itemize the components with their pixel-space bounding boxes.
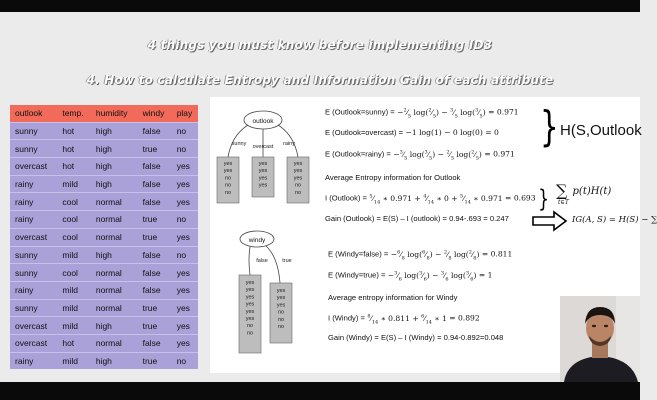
eq-gain-windy: Gain (Windy) = E(S) – I (Windy) = 0.94-0.892=0.048 — [328, 333, 504, 342]
table-cell: high — [91, 352, 138, 369]
eq-entropy-windy-true-lhs: E (Windy=true) = — [328, 270, 386, 280]
leaf-class-label: yes — [245, 280, 255, 286]
column-header: temp. — [57, 105, 91, 122]
leaf-class-label: yes — [293, 161, 303, 167]
eq-entropy-windy-false-expr: $-^6⁄_8$ $\log(^6⁄_8)$ − $^2⁄_8$ $\log(^2⁄_8)$ — [390, 249, 482, 262]
leaf-class-label: no — [277, 316, 285, 323]
slide-subtitle: 4. How to calculate Entropy and Information Gain of each attribute — [86, 73, 554, 87]
table-cell: false — [138, 281, 172, 299]
table-cell: hot — [57, 122, 91, 140]
table-row — [10, 228, 198, 246]
table-cell: true — [138, 317, 172, 335]
leaf-class-label: no — [294, 182, 302, 189]
leaf-class-label: yes — [293, 175, 303, 182]
leaf-class-label: yes — [223, 168, 233, 175]
leaf-class-label: no — [277, 309, 285, 316]
table-cell: rainy — [10, 281, 57, 299]
table-cell: false — [138, 334, 172, 352]
table-cell: false — [138, 122, 172, 140]
table-cell: high — [91, 175, 138, 193]
table-row — [10, 193, 198, 211]
eq-entropy-overcast — [325, 128, 499, 137]
table-cell: true — [138, 211, 172, 229]
column-header: humidity — [91, 105, 138, 122]
table-cell: rainy — [10, 352, 57, 369]
info-outlook-brace: } — [538, 185, 549, 213]
table-cell: overcast — [10, 158, 57, 176]
right-arrow-icon — [532, 211, 568, 231]
leaf-class-label: no — [246, 323, 254, 330]
weather-data-table — [10, 105, 198, 369]
outlook-branch-sunny: sunny — [231, 141, 247, 147]
windy-tree-diagram — [220, 227, 320, 367]
table-cell: no — [172, 211, 198, 229]
eq-info-windy-lhs: I (Windy) = — [328, 313, 365, 323]
table-cell: rainy — [10, 175, 57, 193]
table-cell: normal — [91, 228, 138, 246]
top-letterbox — [0, 0, 640, 12]
table-cell: mild — [57, 246, 91, 264]
table-cell: true — [138, 228, 172, 246]
table-cell: rainy — [10, 211, 57, 229]
table-cell: sunny — [10, 264, 57, 282]
leaf-class-label: no — [224, 189, 232, 196]
table-cell: high — [91, 317, 138, 335]
table-cell: no — [172, 122, 198, 140]
leaf-class-label: no — [294, 189, 302, 196]
table-cell: cool — [57, 211, 91, 229]
table-cell: normal — [91, 334, 138, 352]
eq-entropy-overcast-lhs: E (Outlook=overcast) = — [325, 128, 404, 137]
table-cell: yes — [172, 299, 198, 317]
table-row — [10, 175, 198, 193]
eq-info-windy-expr: $^8⁄_{14}$ ∗ $0.811 + ^6⁄_{14}$ ∗ 1 — [367, 313, 450, 326]
slide-title: 4 things you must know before implementing ID3 — [147, 38, 493, 52]
table-row — [10, 122, 198, 140]
table-cell: yes — [172, 281, 198, 299]
table-cell: sunny — [10, 246, 57, 264]
table-cell: yes — [172, 334, 198, 352]
table-cell: overcast — [10, 228, 57, 246]
leaf-class-label: yes — [258, 161, 268, 167]
eq-info-outlook-expr: $^5⁄_{14}$ ∗ $0.971 + ^4⁄_{14}$ ∗ $0 + ^5⁄_{14}$ ∗ 0.971 — [369, 193, 506, 206]
table-cell: mild — [57, 317, 91, 335]
outlook-tree-diagram — [210, 97, 320, 217]
sum-formula-body: p(t)H(t) — [572, 186, 612, 197]
ig-formula: IG(A, S) = H(S) − ∑ — [572, 215, 657, 225]
table-row — [10, 158, 198, 176]
table-row — [10, 299, 198, 317]
bottom-letterbox — [0, 382, 640, 400]
table-cell: mild — [57, 352, 91, 369]
table-row — [10, 246, 198, 264]
avg-outlook-label: Average Entropy information for Outlook — [325, 173, 461, 182]
leaf-class-label: no — [224, 182, 232, 189]
table-cell: cool — [57, 264, 91, 282]
leaf-class-label: yes — [276, 295, 286, 302]
leaf-class-label: yes — [276, 288, 286, 294]
table-cell: sunny — [10, 122, 57, 140]
table-cell: yes — [172, 193, 198, 211]
eq-entropy-windy-false — [328, 249, 512, 261]
table-cell: false — [138, 158, 172, 176]
windy-branch-true: true — [282, 258, 292, 264]
leaf-class-label: yes — [258, 182, 268, 189]
table-cell: false — [138, 175, 172, 193]
table-row — [10, 317, 198, 335]
table-cell: normal — [91, 264, 138, 282]
leaf-class-label: yes — [258, 175, 268, 182]
table-row — [10, 334, 198, 352]
eq-info-outlook-result: = 0.693 — [505, 193, 536, 203]
table-cell: mild — [57, 175, 91, 193]
eq-entropy-windy-false-result: = 0.811 — [481, 249, 513, 259]
sum-formula: ∑ p(t)H(t) t∈T — [556, 181, 612, 206]
table-cell: mild — [57, 281, 91, 299]
table-cell: normal — [91, 281, 138, 299]
eq-entropy-rainy-lhs: E (Outlook=rainy) = — [325, 149, 391, 159]
sum-formula-index: t∈T — [558, 199, 569, 206]
table-cell: no — [172, 140, 198, 158]
table-cell: yes — [172, 228, 198, 246]
eq-entropy-sunny-result: = 0.971 — [488, 107, 519, 117]
eq-entropy-rainy-expr: $-^3⁄_5$ $\log(^3⁄_5)$ − $^2⁄_5$ $\log(^2⁄_5)$ — [393, 149, 485, 162]
leaf-class-label: yes — [223, 161, 233, 167]
table-row — [10, 211, 198, 229]
presenter-webcam — [560, 296, 640, 382]
table-cell: yes — [172, 317, 198, 335]
table-cell: cool — [57, 228, 91, 246]
leaf-class-label: yes — [245, 294, 255, 301]
leaf-class-label: no — [246, 330, 254, 337]
table-cell: false — [138, 193, 172, 211]
leaf-class-label: yes — [258, 168, 268, 175]
eq-info-outlook — [325, 193, 536, 205]
eq-gain-outlook: Gain (Outlook) = E(S) – I (outlook) = 0.94-.693 = 0.247 — [325, 214, 509, 223]
table-cell: normal — [91, 211, 138, 229]
eq-entropy-overcast-rhs: −1 log(1) − 0 log(0) = 0 — [405, 128, 499, 137]
outlook-entropy-brace: } — [540, 102, 559, 151]
presenter-avatar-icon — [560, 296, 640, 382]
table-cell: hot — [57, 158, 91, 176]
outlook-branch-rainy: rainy — [283, 141, 295, 147]
windy-branch-false: false — [256, 258, 268, 264]
table-cell: true — [138, 352, 172, 369]
table-cell: true — [138, 299, 172, 317]
leaf-class-label: yes — [245, 316, 255, 322]
table-cell: hot — [57, 140, 91, 158]
table-cell: cool — [57, 193, 91, 211]
table-cell: false — [138, 264, 172, 282]
h-s-outlook-label: H(S,Outlook — [560, 122, 642, 139]
eq-entropy-windy-true-expr: $-^3⁄_6$ $\log(^3⁄_6)$ − $^3⁄_6$ $\log(^3⁄_6)$ — [387, 270, 479, 283]
table-cell: yes — [172, 158, 198, 176]
table-cell: yes — [172, 264, 198, 282]
leaf-class-label: no — [224, 175, 232, 182]
leaf-class-label: yes — [276, 302, 286, 309]
table-cell: sunny — [10, 299, 57, 317]
table-cell: high — [91, 140, 138, 158]
table-cell: normal — [91, 193, 138, 211]
table-cell: high — [91, 158, 138, 176]
eq-entropy-sunny-expr: $-^2⁄_5$ $\log(^2⁄_5)$ − $^3⁄_5$ $\log(^3⁄_5)$ — [397, 107, 489, 120]
eq-entropy-rainy — [325, 149, 515, 161]
eq-entropy-sunny — [325, 107, 519, 119]
leaf-class-label: yes — [245, 287, 255, 294]
table-header-row — [10, 105, 198, 122]
outlook-branch-overcast: overcast — [252, 144, 274, 150]
eq-info-outlook-lhs: I (Outlook) = — [325, 193, 367, 203]
column-header: outlook — [10, 105, 57, 122]
table-cell: false — [138, 246, 172, 264]
table-row — [10, 281, 198, 299]
table-cell: mild — [57, 299, 91, 317]
table-cell: true — [138, 140, 172, 158]
eq-entropy-sunny-lhs: E (Outlook=sunny) = — [325, 107, 395, 117]
column-header: play — [172, 105, 198, 122]
table-cell: no — [172, 246, 198, 264]
table-cell: sunny — [10, 140, 57, 158]
table-row — [10, 140, 198, 158]
table-cell: rainy — [10, 193, 57, 211]
table-cell: overcast — [10, 317, 57, 335]
eq-info-windy — [328, 313, 480, 325]
column-header: windy — [138, 105, 172, 122]
eq-entropy-windy-true-result: = 1 — [478, 270, 493, 280]
table-cell: hot — [57, 334, 91, 352]
avg-windy-label: Average entropy information for Windy — [328, 293, 458, 302]
table-cell: normal — [91, 299, 138, 317]
table-cell: yes — [172, 175, 198, 193]
table-cell: no — [172, 352, 198, 369]
eq-entropy-windy-false-lhs: E (Windy=false) = — [328, 249, 389, 259]
eq-entropy-rainy-result: = 0.971 — [484, 149, 515, 159]
leaf-class-label: yes — [293, 168, 303, 175]
table-row — [10, 352, 198, 369]
table-cell: high — [91, 122, 138, 140]
outlook-root-label: outlook — [252, 118, 274, 125]
windy-root-label: windy — [248, 237, 266, 244]
eq-entropy-windy-true — [328, 270, 492, 282]
leaf-class-label: no — [277, 324, 285, 330]
table-cell: overcast — [10, 334, 57, 352]
table-row — [10, 264, 198, 282]
table-cell: high — [91, 246, 138, 264]
leaf-class-label: yes — [245, 301, 255, 308]
eq-info-windy-result: = 0.892 — [449, 313, 480, 323]
leaf-class-label: yes — [245, 308, 255, 315]
